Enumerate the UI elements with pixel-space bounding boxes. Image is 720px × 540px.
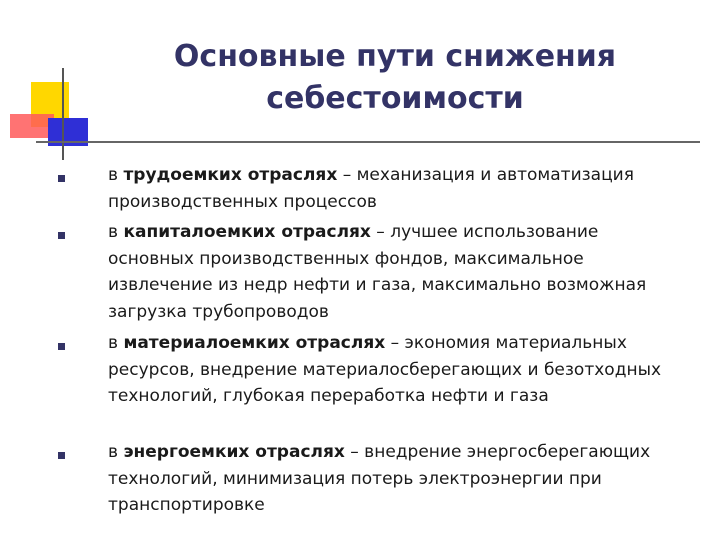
bullet-marker — [58, 343, 65, 350]
list-item — [108, 439, 688, 519]
item-description: – лучшее использование основных производственных фондов, максимальное извлечение из недр нефти и газа, максимально возможная загрузка трубопроводов — [108, 222, 647, 322]
item-prefix: в — [108, 333, 124, 353]
title-underline — [36, 141, 700, 143]
item-description: – экономия материальных ресурсов, внедрение материалосберегающих и безотходных технологий, глубокая переработка нефти и газа — [108, 333, 662, 406]
item-bold-term: капиталоемких отраслях — [123, 222, 371, 242]
list-item — [108, 330, 688, 410]
item-bold-term: трудоемких отраслях — [123, 165, 338, 185]
list-item — [108, 162, 688, 215]
slide-title — [90, 36, 700, 120]
bullet-marker — [58, 232, 65, 239]
item-description: – внедрение энергосберегающих технологий, минимизация потерь электроэнергии при транспортировке — [108, 442, 651, 515]
decor-vertical-line — [62, 68, 64, 160]
bullet-marker — [58, 175, 65, 182]
title-line-1: Основные пути снижения — [173, 39, 617, 74]
item-prefix: в — [108, 222, 124, 242]
item-prefix: в — [108, 165, 124, 185]
bullet-marker — [58, 452, 65, 459]
list-item — [108, 219, 688, 325]
item-bold-term: материалоемких отраслях — [123, 333, 386, 353]
title-line-2: себестоимости — [266, 81, 524, 116]
item-description: – механизация и автоматизация производственных процессов — [108, 165, 634, 212]
item-bold-term: энергоемких отраслях — [123, 442, 345, 462]
item-prefix: в — [108, 442, 124, 462]
